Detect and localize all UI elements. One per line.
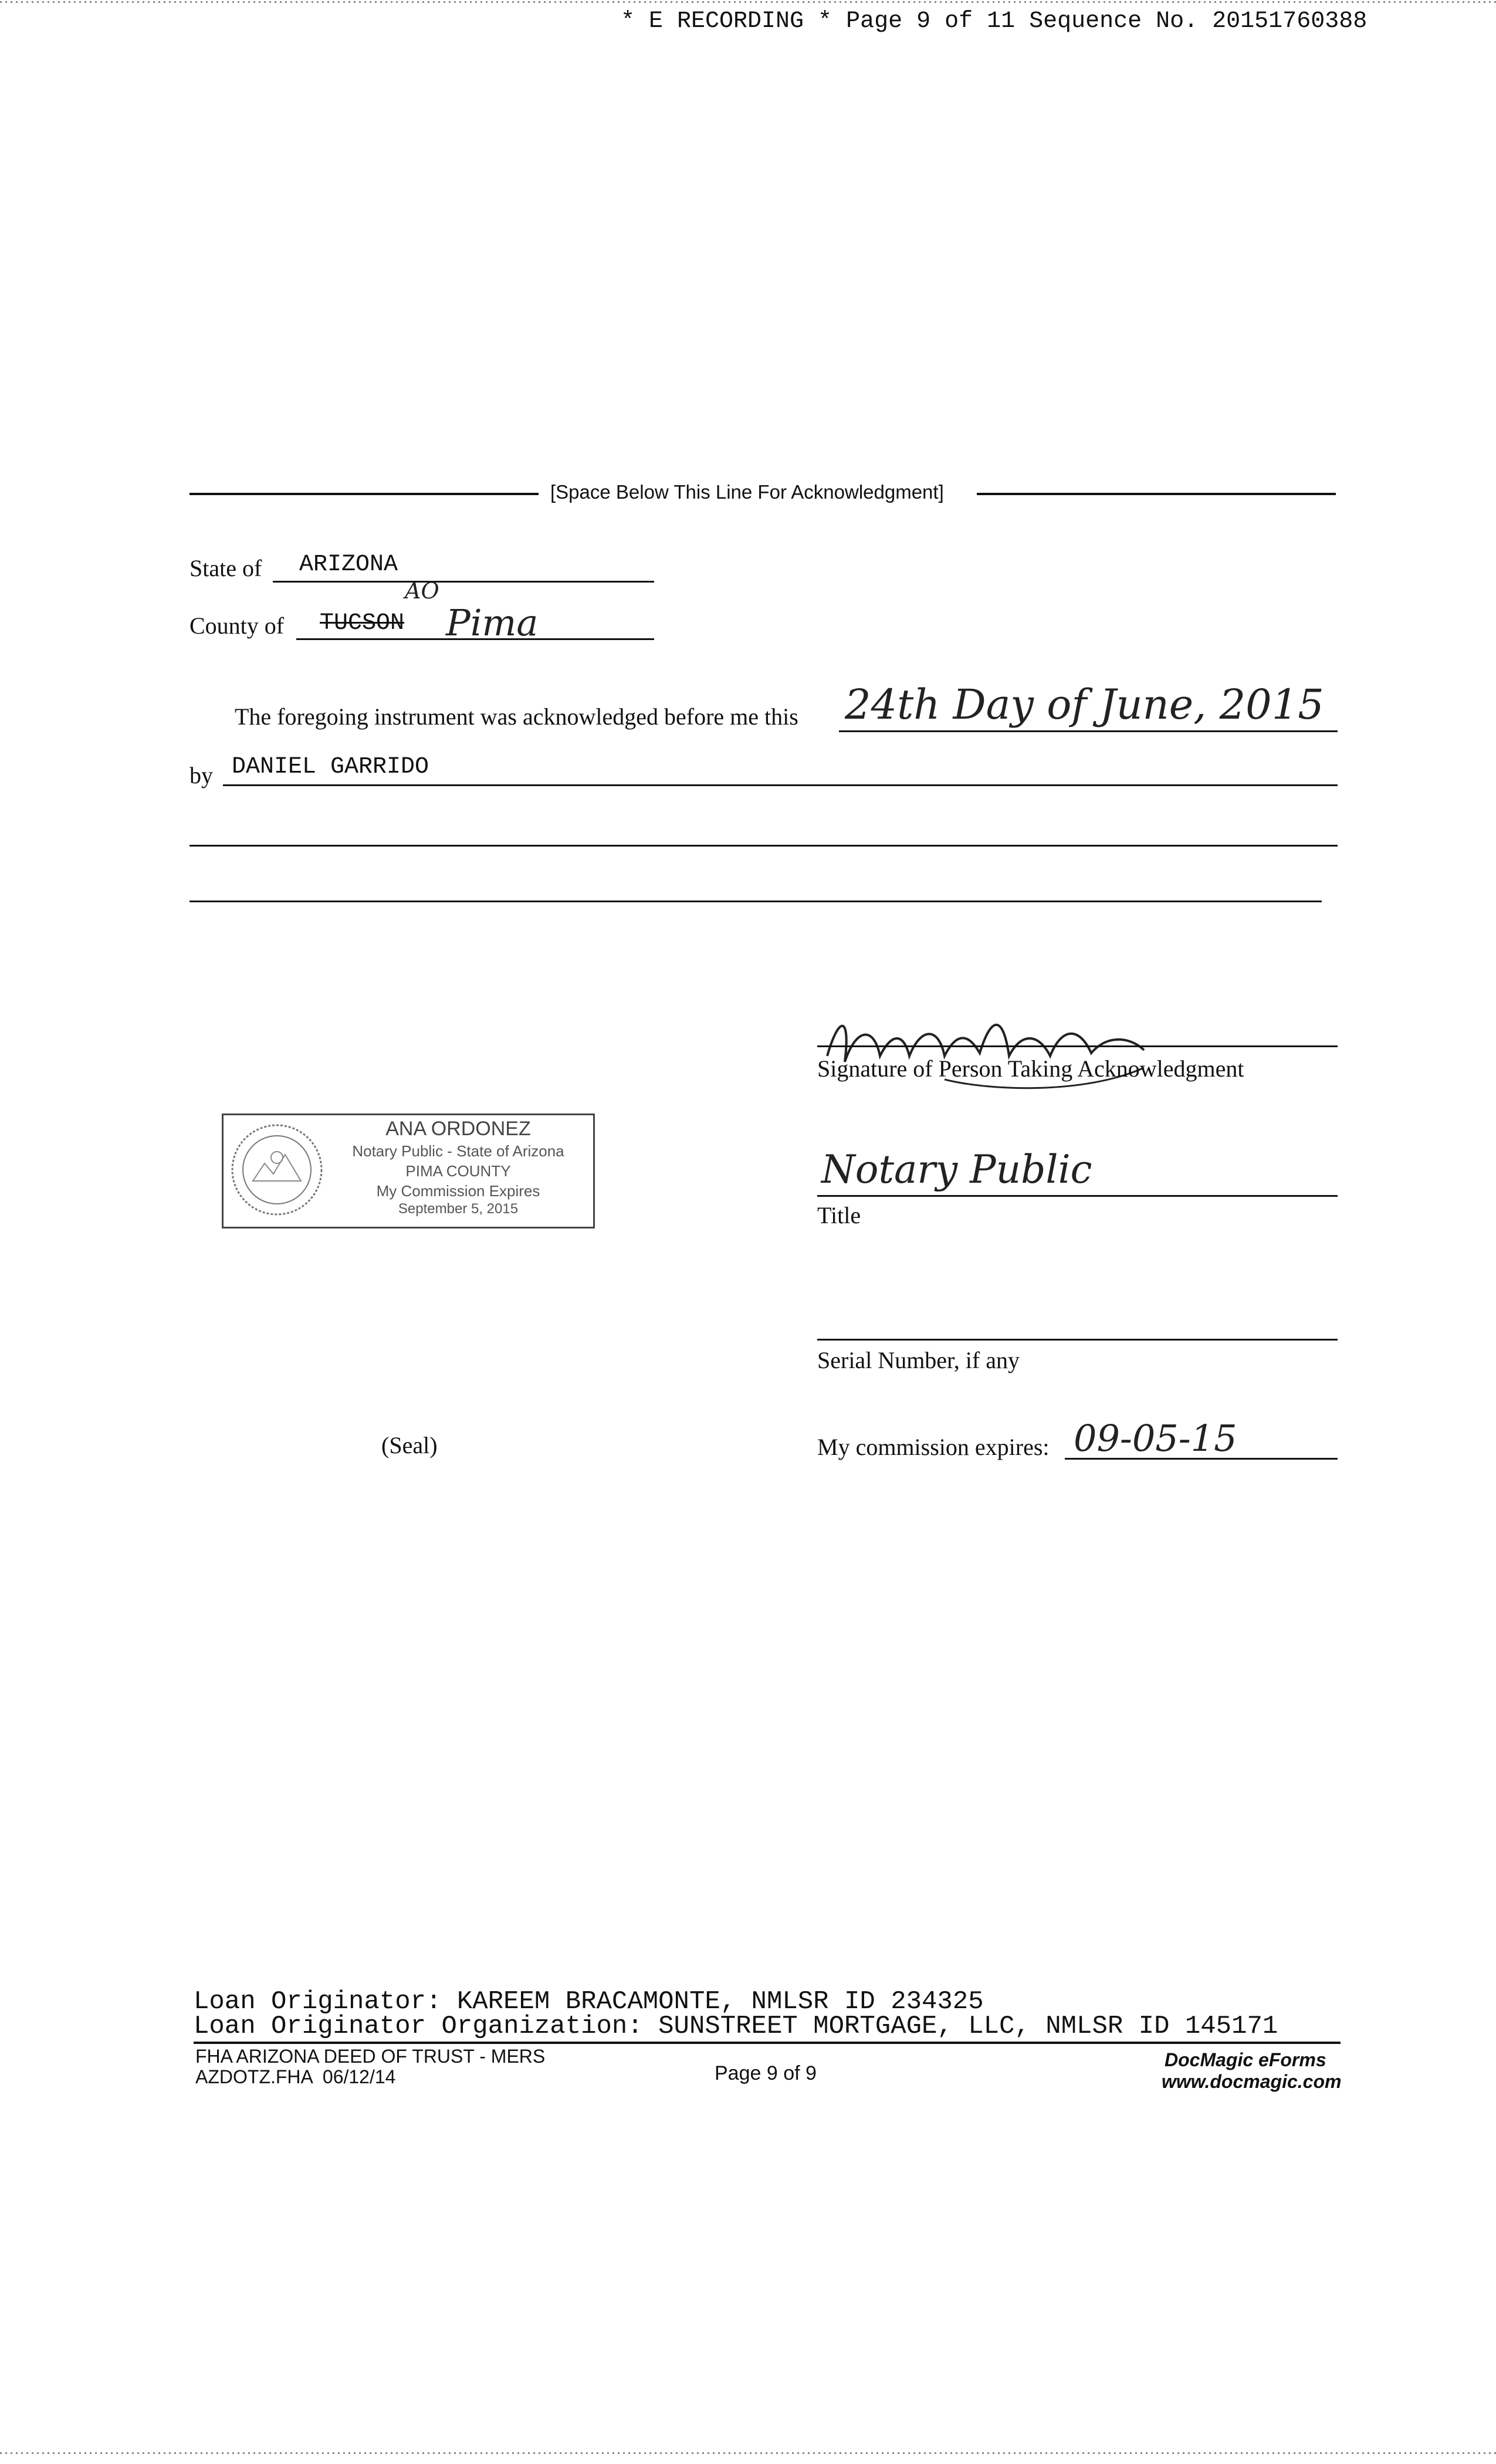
- docmagic-url: www.docmagic.com: [1162, 2071, 1342, 2092]
- stamp-line-3: My Commission Expires: [376, 1182, 540, 1200]
- form-title: FHA ARIZONA DEED OF TRUST - MERS: [195, 2046, 546, 2067]
- state-value: ARIZONA: [299, 551, 398, 578]
- date-line: [839, 730, 1338, 732]
- commission-handwritten: 09-05-15: [1074, 1417, 1237, 1460]
- title-line: [817, 1195, 1338, 1197]
- signature-line: [817, 1045, 1338, 1047]
- seal-label: (Seal): [381, 1432, 438, 1458]
- arizona-state-seal-icon: [229, 1122, 324, 1217]
- county-handwritten: Pima: [446, 601, 539, 644]
- county-struck: TUCSON: [320, 610, 405, 637]
- stamp-name: ANA ORDONEZ: [385, 1118, 531, 1140]
- recording-header: * E RECORDING * Page 9 of 11 Sequence No. 20151760388: [621, 8, 1368, 35]
- by-label: by: [189, 762, 213, 788]
- notary-stamp: [222, 1113, 595, 1228]
- serial-label: Serial Number, if any: [817, 1347, 1020, 1373]
- scan-edge-top: [0, 1, 1496, 3]
- page-number: Page 9 of 9: [715, 2062, 817, 2084]
- signature-label: Signature of Person Taking Acknowledgment: [817, 1055, 1244, 1082]
- docmagic-logo: DocMagic eForms: [1165, 2049, 1326, 2070]
- state-label: State of: [189, 555, 262, 581]
- divider-left: [189, 493, 539, 495]
- stamp-line-4: September 5, 2015: [398, 1201, 519, 1217]
- county-line: [296, 638, 654, 640]
- blank-line-2: [189, 901, 1322, 902]
- foregoing-text: The foregoing instrument was acknowledged before me this: [235, 703, 798, 730]
- county-initials: AO: [405, 578, 439, 604]
- stamp-line-1: Notary Public - State of Arizona: [352, 1142, 564, 1160]
- by-line: [223, 784, 1338, 786]
- date-handwritten: 24th Day of June, 2015: [845, 681, 1324, 729]
- serial-line: [817, 1339, 1338, 1341]
- footer-rule: [194, 2042, 1341, 2044]
- state-line: [273, 581, 654, 583]
- blank-line-1: [189, 845, 1338, 847]
- form-code: AZDOTZ.FHA 06/12/14: [195, 2066, 396, 2087]
- divider-label: [Space Below This Line For Acknowledgment]: [550, 481, 944, 503]
- commission-line: [1065, 1458, 1338, 1460]
- title-label: Title: [817, 1202, 861, 1228]
- by-value: DANIEL GARRIDO: [232, 754, 429, 780]
- commission-label: My commission expires:: [817, 1434, 1050, 1460]
- stamp-line-2: PIMA COUNTY: [405, 1162, 511, 1180]
- loan-originator: Loan Originator: KAREEM BRACAMONTE, NMLSR ID 234325: [194, 1987, 984, 2016]
- loan-originator-organization: Loan Originator Organization: SUNSTREET MORTGAGE, LLC, NMLSR ID 145171: [194, 2012, 1278, 2041]
- scan-edge-bottom: [0, 2452, 1496, 2454]
- county-label: County of: [189, 612, 285, 639]
- title-handwritten: Notary Public: [821, 1147, 1092, 1192]
- divider-right: [977, 493, 1336, 495]
